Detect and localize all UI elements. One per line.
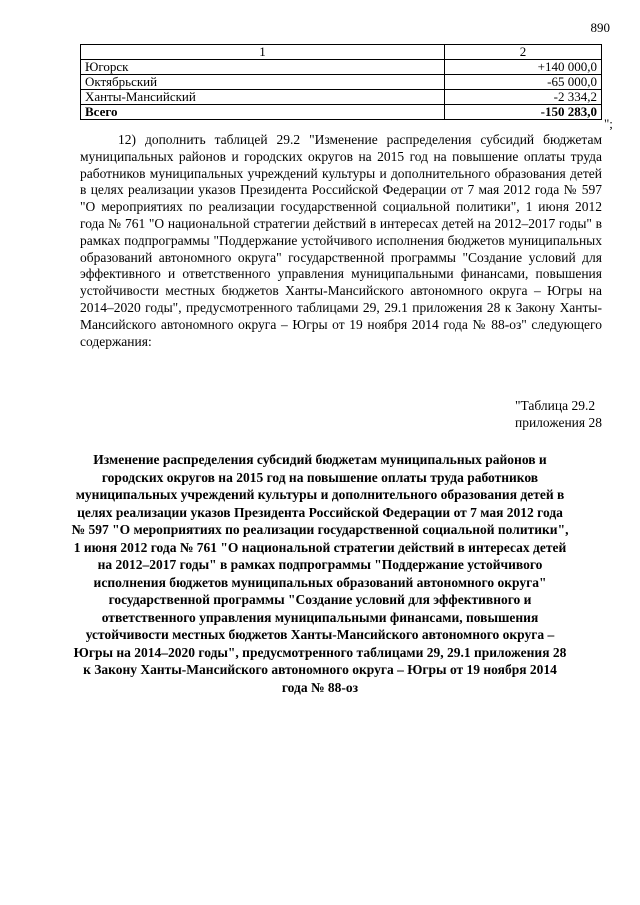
total-row [81,105,602,120]
column-header-2: 2 [445,45,602,60]
closing-quote-mark: "; [604,116,613,131]
subsidy-table [80,44,602,120]
table-label [515,397,602,431]
amount-value: -65 000,0 [445,75,602,90]
amendment-paragraph: 12) дополнить таблицей 29.2 "Изменение распределения субсидий бюджетам муниципальных районов и городских округов на 2015 год на повышение оплаты труда работников муниципальных учреждений культуры и дополнительного образования детей в целях реализации указов Президента Российской Федерации от 7 мая 2012 года № 597 "О мероприятиях по реализации государственной социальной политики", 1 июня 2012 года № 761 "О национальной стратегии действий в интересах детей на 2012–2017 годы" в рамках подпрограммы "Поддержание устойчивого исполнения бюджетов муниципальных образований автономного округа" государственной программы "Создание условий для эффективного и ответственного управления муниципальными финансами, повышения устойчивости местных бюджетов Ханты-Мансийского автономного округа – Югры на 2014–2020 годы", предусмотренного таблицами 29, 29.1 приложения 28 к Закону Ханты-Мансийского автономного округа – Югры от 19 ноября 2014 года № 88-оз" следующего содержания: [80,132,602,349]
municipality-name: Югорск [81,60,445,75]
page-number: 890 [590,20,610,35]
table-header-row [81,45,602,60]
amount-value: -2 334,2 [445,90,602,105]
table-title: Изменение распределения субсидий бюджетам муниципальных районов и городских округов на 2015 год на повышение оплаты труда работников муниципальных учреждений культуры и дополнительного образования детей в целях реализации указов Президента Российской Федерации от 7 мая 2012 года № 597 "О мероприятиях по реализации государственной социальной политики", 1 июня 2012 года № 761 "О национальной стратегии действий в интересах детей на 2012–2017 годы" в рамках подпрограммы "Поддержание устойчивого исполнения бюджетов муниципальных образований автономного округа" государственной программы "Создание условий для эффективного и ответственного управления муниципальными финансами, повышения устойчивости местных бюджетов Ханты-Мансийского автономного округа – Югры на 2014–2020 годы", предусмотренного таблицами 29, 29.1 приложения 28 к Закону Ханты-Мансийского автономного округа – Югры от 19 ноября 2014 года № 88-оз [71,452,569,695]
table-row [81,75,602,90]
table-row [81,60,602,75]
municipality-name: Октябрьский [81,75,445,90]
table-label-appendix: приложения 28 [514,415,602,430]
table-row [81,90,602,105]
table-label-number: "Таблица 29.2 [514,398,596,413]
total-value: -150 283,0 [445,105,602,120]
amount-value: +140 000,0 [445,60,602,75]
column-header-1: 1 [81,45,445,60]
municipality-name: Ханты-Мансийский [81,90,445,105]
total-label: Всего [81,105,445,120]
